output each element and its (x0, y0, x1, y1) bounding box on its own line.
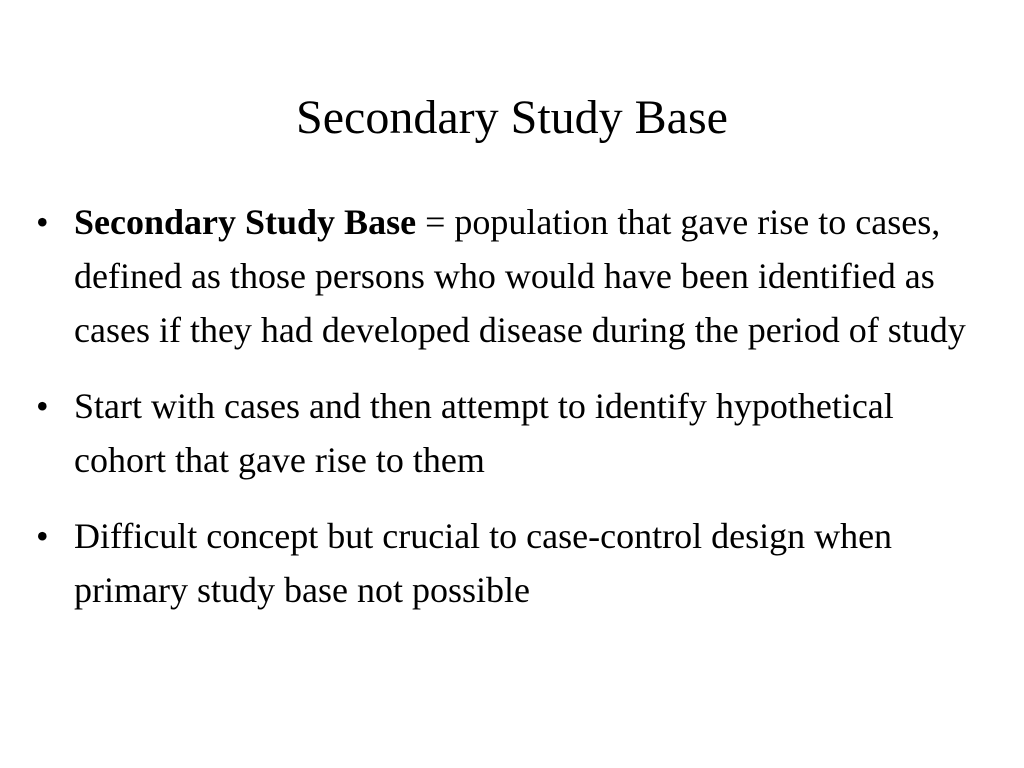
bullet-item-concept (30, 509, 990, 617)
bullet-item-approach (30, 379, 990, 487)
bullet-icon: • (36, 202, 49, 242)
bullet-item-definition (30, 195, 990, 357)
bullet-term: Secondary Study Base (74, 202, 417, 242)
bullet-text: = population that gave rise to cases, defined as those persons who would have been identified as cases if they had developed disease during the period of study (74, 202, 966, 350)
slide-title: Secondary Study Base (296, 91, 728, 144)
bullet-text: Start with cases and then attempt to identify hypothetical cohort that gave rise to them (74, 386, 894, 480)
bullet-icon: • (36, 516, 49, 556)
bullet-text: Difficult concept but crucial to case-control design when primary study base not possible (74, 516, 893, 610)
bullet-icon: • (36, 386, 49, 426)
bullet-list (30, 195, 990, 639)
